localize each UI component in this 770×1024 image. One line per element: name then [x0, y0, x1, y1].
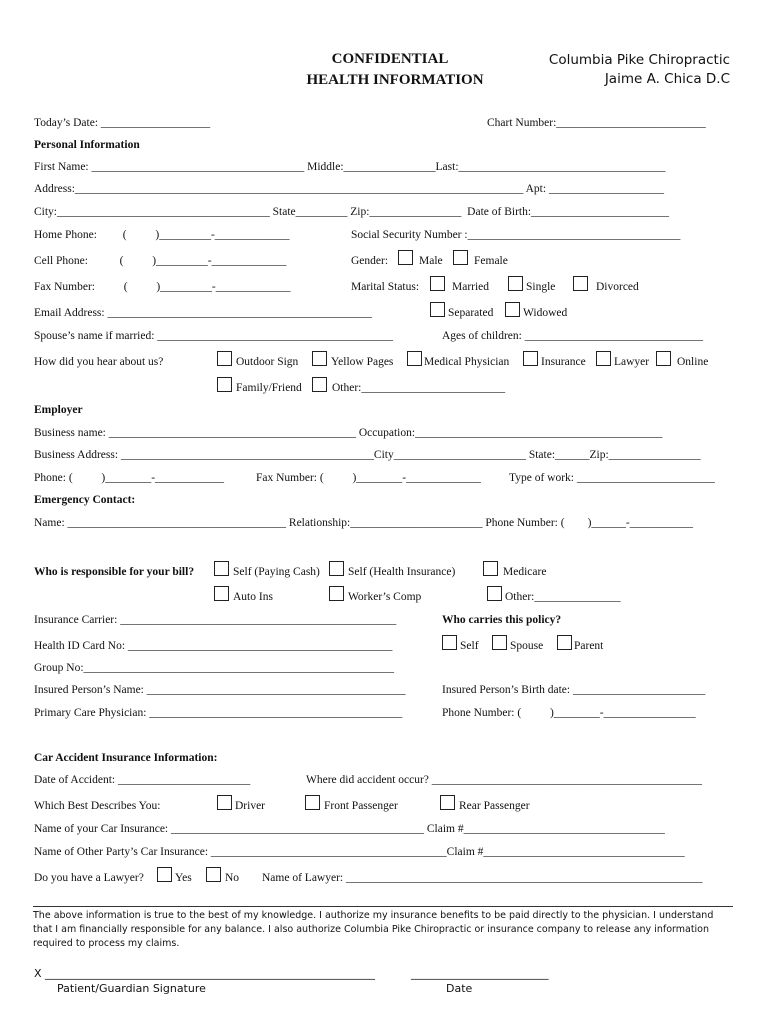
- role-driver-checkbox[interactable]: [217, 795, 232, 810]
- referral-yellow-pages-label: Yellow Pages: [331, 356, 394, 368]
- referral-outdoor-sign-checkbox[interactable]: [217, 351, 232, 366]
- bill-self-insurance-checkbox[interactable]: [329, 561, 344, 576]
- ssn-field[interactable]: Social Security Number :_____________________________________: [351, 229, 681, 241]
- todays-date-field[interactable]: Today’s Date: ___________________: [34, 117, 211, 129]
- spouse-name-field[interactable]: Spouse’s name if married: _________________________________________: [34, 330, 394, 342]
- car-insurance-claim-field[interactable]: Name of your Car Insurance: ____________________________________________ Claim #___________________________________: [34, 823, 665, 835]
- marital-widowed-label: Widowed: [523, 307, 568, 319]
- policy-parent-checkbox[interactable]: [557, 635, 572, 650]
- insured-person-name-field[interactable]: Insured Person’s Name: _____________________________________________: [34, 684, 406, 696]
- insured-person-birth-date-field[interactable]: Insured Person’s Birth date: _______________________: [442, 684, 706, 696]
- marital-divorced-label: Divorced: [596, 281, 639, 293]
- business-name-occupation-fields[interactable]: Business name: ___________________________________________ Occupation:___________________________________________: [34, 427, 663, 439]
- name-fields[interactable]: First Name: _____________________________________ Middle:________________Last:____________________________________: [34, 161, 666, 173]
- bill-self-insurance-label: Self (Health Insurance): [348, 566, 456, 578]
- primary-care-physician-field[interactable]: Primary Care Physician: ____________________________________________: [34, 707, 403, 719]
- cell-phone-field[interactable]: Cell Phone: ( )_________-_____________: [34, 255, 287, 267]
- date-of-accident-field[interactable]: Date of Accident: _______________________: [34, 774, 251, 786]
- home-phone-field[interactable]: Home Phone: ( )_________-_____________: [34, 229, 290, 241]
- referral-lawyer-checkbox[interactable]: [596, 351, 611, 366]
- lawyer-no-label: No: [225, 872, 240, 884]
- referral-yellow-pages-checkbox[interactable]: [312, 351, 327, 366]
- email-address-field[interactable]: Email Address: ______________________________________________: [34, 307, 372, 319]
- insurance-carrier-field[interactable]: Insurance Carrier: ________________________________________________: [34, 614, 397, 626]
- role-rear-passenger-checkbox[interactable]: [440, 795, 455, 810]
- emergency-contact-fields[interactable]: Name: ______________________________________ Relationship:_______________________ Phone Number: ( )______-___________: [34, 517, 693, 529]
- bill-medicare-label: Medicare: [503, 566, 547, 578]
- lawyer-yes-checkbox[interactable]: [157, 867, 172, 882]
- gender-female-checkbox[interactable]: [453, 250, 468, 265]
- bill-other-field[interactable]: Other:_______________: [505, 591, 621, 603]
- bill-auto-ins-label: Auto Ins: [233, 591, 273, 603]
- referral-lawyer-label: Lawyer: [614, 356, 650, 368]
- city-state-zip-dob-fields[interactable]: City:_____________________________________ State_________ Zip:________________ Date of Birth:________________________: [34, 206, 670, 218]
- referral-outdoor-sign-label: Outdoor Sign: [236, 356, 299, 368]
- marital-single-checkbox[interactable]: [508, 276, 523, 291]
- emergency-contact-heading: Emergency Contact:: [34, 494, 136, 506]
- chart-number-field[interactable]: Chart Number:__________________________: [487, 117, 706, 129]
- date-label: Date: [446, 982, 473, 995]
- bill-responsibility-question: Who is responsible for your bill?: [34, 566, 195, 578]
- marital-divorced-checkbox[interactable]: [573, 276, 588, 291]
- marital-married-checkbox[interactable]: [430, 276, 445, 291]
- bill-self-cash-checkbox[interactable]: [214, 561, 229, 576]
- lawyer-question: Do you have a Lawyer?: [34, 872, 144, 884]
- personal-information-heading: Personal Information: [34, 139, 140, 151]
- role-rear-passenger-label: Rear Passenger: [459, 800, 530, 812]
- lawyer-no-checkbox[interactable]: [206, 867, 221, 882]
- form-title-health-information: HEALTH INFORMATION: [306, 72, 484, 88]
- type-of-work-field[interactable]: Type of work: ________________________: [509, 472, 715, 484]
- authorization-disclaimer: The above information is true to the best of my knowledge. I authorize my insurance benefits to be paid directly to the physician. I understand that I am financially responsible for any balance. I also authorize Columbia Pike Chiropractic or insurance company to release any information required to process my claims.: [33, 910, 714, 949]
- referral-other-field[interactable]: Other:_________________________: [332, 382, 506, 394]
- gender-male-label: Male: [419, 255, 443, 267]
- lawyer-name-field[interactable]: Name of Lawyer: ______________________________________________________________: [262, 872, 703, 884]
- policy-spouse-checkbox[interactable]: [492, 635, 507, 650]
- accident-location-field[interactable]: Where did accident occur? _______________________________________________: [306, 774, 703, 786]
- marital-separated-checkbox[interactable]: [430, 302, 445, 317]
- marital-separated-label: Separated: [448, 307, 494, 319]
- referral-insurance-checkbox[interactable]: [523, 351, 538, 366]
- role-driver-label: Driver: [235, 800, 266, 812]
- marital-status-label: Marital Status:: [351, 281, 420, 293]
- physician-phone-field[interactable]: Phone Number: ( )________-________________: [442, 707, 696, 719]
- gender-male-checkbox[interactable]: [398, 250, 413, 265]
- bill-auto-ins-checkbox[interactable]: [214, 586, 229, 601]
- referral-online-checkbox[interactable]: [656, 351, 671, 366]
- signature-label: Patient/Guardian Signature: [57, 982, 206, 995]
- referral-family-friend-checkbox[interactable]: [217, 377, 232, 392]
- ages-of-children-field[interactable]: Ages of children: _______________________________: [442, 330, 703, 342]
- doctor-name: Jaime A. Chica D.C: [604, 71, 730, 87]
- marital-married-label: Married: [452, 281, 490, 293]
- referral-question: How did you hear about us?: [34, 356, 164, 368]
- disclaimer-divider: [33, 906, 733, 907]
- car-accident-heading: Car Accident Insurance Information:: [34, 752, 218, 764]
- bill-medicare-checkbox[interactable]: [483, 561, 498, 576]
- gender-female-label: Female: [474, 255, 508, 267]
- signature-field[interactable]: X ____________________________________________________________: [34, 967, 376, 980]
- referral-medical-physician-checkbox[interactable]: [407, 351, 422, 366]
- role-front-passenger-checkbox[interactable]: [305, 795, 320, 810]
- policy-self-checkbox[interactable]: [442, 635, 457, 650]
- marital-single-label: Single: [526, 281, 556, 293]
- bill-self-cash-label: Self (Paying Cash): [233, 566, 320, 578]
- policy-self-label: Self: [460, 640, 479, 652]
- policy-spouse-label: Spouse: [510, 640, 544, 652]
- referral-medical-physician-label: Medical Physician: [424, 356, 510, 368]
- employer-phone-field[interactable]: Phone: ( )________-____________: [34, 472, 225, 484]
- role-front-passenger-label: Front Passenger: [324, 800, 398, 812]
- fax-number-field[interactable]: Fax Number: ( )_________-_____________: [34, 281, 291, 293]
- form-title-confidential: CONFIDENTIAL: [331, 51, 449, 67]
- referral-insurance-label: Insurance: [541, 356, 586, 368]
- clinic-name: Columbia Pike Chiropractic: [548, 52, 730, 68]
- referral-other-checkbox[interactable]: [312, 377, 327, 392]
- signature-date-field[interactable]: _________________________: [411, 967, 549, 980]
- address-field[interactable]: Address:______________________________________________________________________________ Apt: ____________________: [34, 183, 664, 195]
- business-address-fields[interactable]: Business Address: ____________________________________________City_______________________ State:______Zip:________________: [34, 449, 701, 461]
- referral-online-label: Online: [677, 356, 709, 368]
- other-party-insurance-claim-field[interactable]: Name of Other Party’s Car Insurance: _________________________________________Claim #___________________________________: [34, 846, 685, 858]
- marital-widowed-checkbox[interactable]: [505, 302, 520, 317]
- policy-holder-question: Who carries this policy?: [442, 614, 562, 626]
- policy-parent-label: Parent: [574, 640, 604, 652]
- group-number-field[interactable]: Group No:______________________________________________________: [34, 662, 395, 674]
- health-id-card-field[interactable]: Health ID Card No: ______________________________________________: [34, 640, 393, 652]
- referral-family-friend-label: Family/Friend: [236, 382, 302, 394]
- role-question: Which Best Describes You:: [34, 800, 161, 812]
- gender-label: Gender:: [351, 255, 389, 267]
- lawyer-yes-label: Yes: [175, 872, 192, 884]
- bill-other-checkbox[interactable]: [487, 586, 502, 601]
- employer-heading: Employer: [34, 404, 83, 416]
- bill-workers-comp-checkbox[interactable]: [329, 586, 344, 601]
- employer-fax-field[interactable]: Fax Number: ( )________-_____________: [256, 472, 481, 484]
- bill-workers-comp-label: Worker’s Comp: [348, 591, 422, 603]
